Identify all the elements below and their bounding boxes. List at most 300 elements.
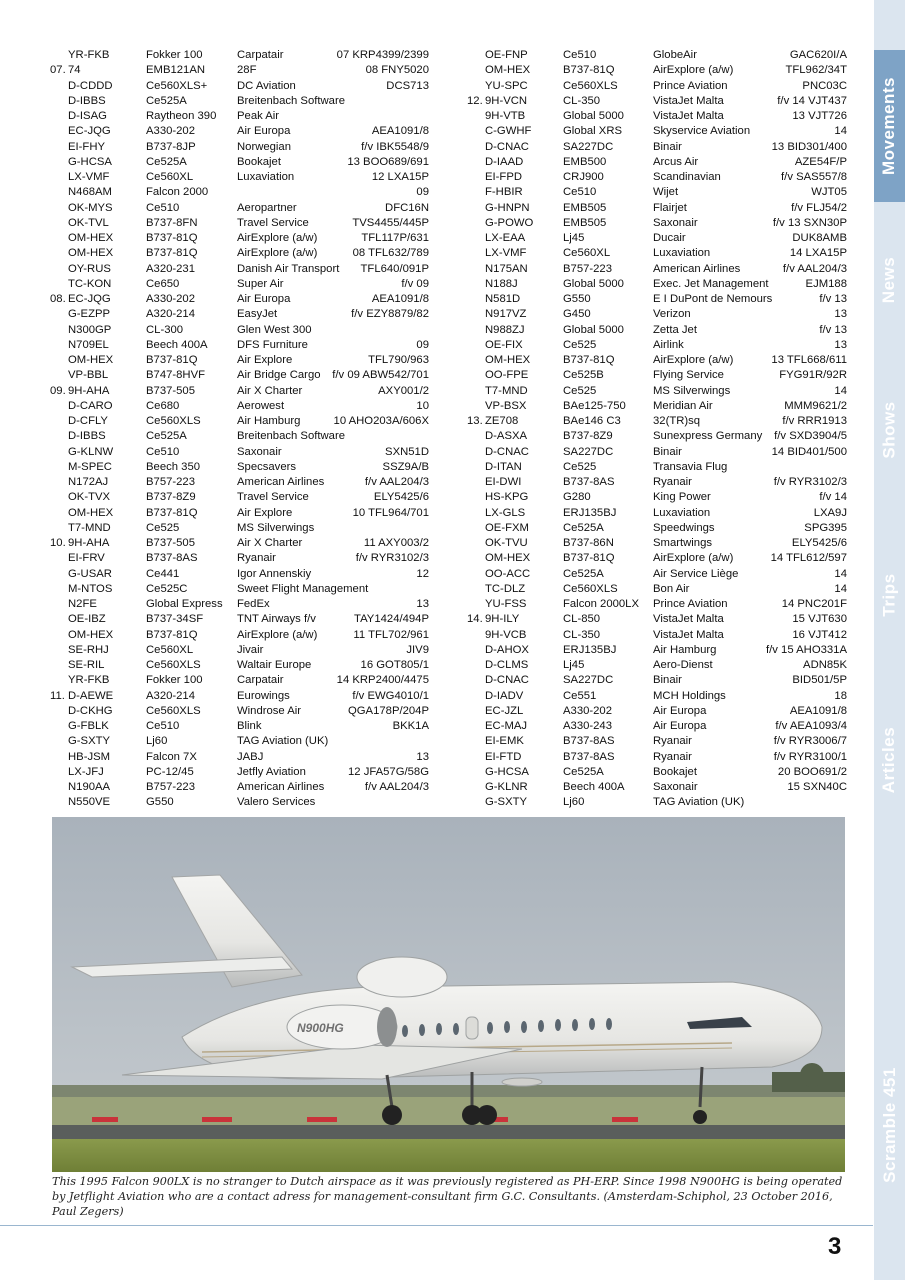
- movement-note: AXY001/2: [378, 384, 429, 397]
- movement-note: 12 LXA15P: [371, 171, 429, 183]
- movement-note: FYG91R/92R: [779, 369, 847, 382]
- movement-aircraft-type: Lj60: [146, 735, 168, 748]
- movement-operator: Saxonair: [237, 445, 282, 458]
- movement-day: 10.: [50, 537, 66, 549]
- movement-aircraft-type: Ce525A: [146, 430, 187, 443]
- movement-registration: EI-DWI: [485, 476, 522, 488]
- movement-registration: EC-JZL: [485, 704, 524, 717]
- movement-row: [50, 231, 445, 246]
- movement-registration: OM-HEX: [485, 552, 531, 565]
- movement-operator: Carpatair: [237, 674, 284, 687]
- movement-row: [50, 185, 445, 200]
- movement-aircraft-type: B737-34SF: [146, 613, 204, 626]
- movement-row: [50, 597, 445, 612]
- movement-row: [467, 94, 847, 109]
- movement-note: TVS4455/445P: [352, 216, 429, 229]
- movement-row: [50, 216, 445, 231]
- movement-registration: G-USAR: [68, 567, 112, 580]
- movement-operator: Air Europa: [237, 293, 291, 305]
- movement-operator: Waltair Europe: [237, 659, 312, 671]
- movement-registration: LX-JFJ: [68, 765, 104, 778]
- movement-operator: Ryanair: [653, 735, 692, 748]
- movement-aircraft-type: Ce560XLS: [146, 704, 201, 717]
- movement-registration: OM-HEX: [485, 64, 531, 77]
- movement-row: [50, 551, 445, 566]
- movement-note: BKK1A: [392, 720, 429, 732]
- movement-row: [50, 795, 445, 810]
- movement-aircraft-type: A320-214: [146, 689, 195, 702]
- movement-registration: N2FE: [68, 598, 97, 610]
- movement-aircraft-type: Ce510: [563, 186, 597, 199]
- movement-operator: Danish Air Transport: [237, 262, 340, 275]
- movement-aircraft-type: BAe146 C3: [563, 415, 621, 427]
- movement-row: [467, 292, 847, 307]
- movement-note: DFC16N: [385, 201, 429, 214]
- movement-operator: Sweet Flight Management: [237, 582, 369, 595]
- movement-note: f/v 09 ABW542/701: [332, 369, 429, 382]
- movement-aircraft-type: A320-231: [146, 262, 195, 275]
- movement-aircraft-type: A330-202: [563, 704, 612, 717]
- movement-operator: Luxaviation: [237, 171, 295, 183]
- movement-note: 16 GOT805/1: [360, 659, 429, 671]
- movement-registration: LX-EAA: [485, 232, 526, 244]
- movement-registration: F-HBIR: [485, 186, 523, 199]
- movement-aircraft-type: Lj45: [563, 659, 585, 671]
- movement-aircraft-type: Ce525A: [563, 567, 604, 580]
- movement-registration: G-FBLK: [68, 720, 109, 732]
- movement-registration: EI-EMK: [485, 735, 524, 748]
- movement-aircraft-type: Lj45: [563, 232, 585, 244]
- movement-operator: Aeropartner: [237, 201, 297, 214]
- movement-row: [467, 750, 847, 765]
- movement-aircraft-type: B737-8JP: [146, 140, 196, 153]
- movement-registration: D-ITAN: [485, 460, 522, 473]
- movement-note: 07 KRP4399/2399: [336, 49, 429, 61]
- movement-registration: D-CLMS: [485, 659, 529, 671]
- movement-aircraft-type: Ce560XL: [146, 171, 194, 183]
- movement-aircraft-type: B737-81Q: [563, 354, 615, 366]
- movement-registration: HS-KPG: [485, 491, 529, 504]
- movement-note: TAY1424/494P: [354, 613, 429, 626]
- movement-row: [50, 658, 445, 673]
- movement-registration: YU-FSS: [485, 598, 527, 610]
- movement-registration: D-CNAC: [485, 445, 529, 458]
- fuselage-registration: N900HG: [297, 1021, 344, 1035]
- tab-shows[interactable]: [874, 360, 905, 500]
- movement-registration: OM-HEX: [68, 247, 114, 260]
- movement-operator: Verizon: [653, 308, 691, 321]
- movement-aircraft-type: Ce510: [146, 445, 180, 458]
- movement-operator: Air Explore: [237, 506, 293, 519]
- movement-row: [467, 201, 847, 216]
- movement-operator: Bookajet: [237, 155, 281, 168]
- movement-aircraft-type: Ce650: [146, 277, 180, 290]
- movement-aircraft-type: G550: [146, 796, 174, 809]
- movement-aircraft-type: EMB500: [563, 155, 607, 168]
- movement-operator: Travel Service: [237, 216, 309, 229]
- movement-registration: N175AN: [485, 262, 528, 275]
- movement-note: 13 TFL668/611: [771, 354, 847, 366]
- movement-registration: 9H-VCB: [485, 628, 527, 641]
- movement-registration: T7-MND: [485, 384, 528, 397]
- movement-operator: VistaJet Malta: [653, 613, 724, 626]
- movement-operator: Saxonair: [653, 216, 698, 229]
- movement-note: f/v 15 AHO331A: [765, 643, 847, 656]
- movement-aircraft-type: B737-8AS: [563, 750, 615, 763]
- movement-operator: Luxaviation: [653, 506, 711, 519]
- movement-row: [50, 414, 445, 429]
- movement-row: [50, 445, 445, 460]
- movement-operator: VistaJet Malta: [653, 94, 724, 107]
- movement-operator: Carpatair: [237, 49, 284, 61]
- movement-row: [467, 506, 847, 521]
- movement-aircraft-type: B757-223: [146, 781, 195, 793]
- movement-operator: Igor Annenskiy: [237, 567, 312, 580]
- movement-operator: Zetta Jet: [653, 323, 697, 336]
- movement-aircraft-type: Global Express: [146, 598, 223, 610]
- movement-note: 08 FNY5020: [365, 64, 429, 77]
- movement-row: [467, 536, 847, 551]
- movement-operator: E I DuPont de Nemours: [653, 293, 773, 305]
- tab-movements[interactable]: [874, 50, 905, 202]
- movement-registration: VP-BSX: [485, 399, 527, 412]
- movement-operator: Peak Air: [237, 110, 280, 122]
- movement-aircraft-type: Ce560XLS: [146, 659, 201, 671]
- tab-articles[interactable]: [874, 680, 905, 840]
- movement-operator: Breitenbach Software: [237, 94, 346, 107]
- movement-registration: D-IAAD: [485, 155, 524, 168]
- movement-day: 14.: [467, 613, 483, 626]
- movement-day: 08.: [50, 293, 66, 305]
- movement-operator: Air X Charter: [237, 384, 303, 397]
- movement-registration: N988ZJ: [485, 323, 525, 336]
- movement-registration: N709EL: [68, 338, 109, 351]
- movement-operator: American Airlines: [653, 262, 741, 275]
- movement-row: [467, 521, 847, 536]
- movement-operator: Air X Charter: [237, 537, 303, 549]
- movement-aircraft-type: Ce525A: [563, 521, 604, 534]
- movement-aircraft-type: ERJ135BJ: [563, 506, 617, 519]
- movement-aircraft-type: B737-81Q: [146, 247, 198, 260]
- movement-operator: Aero-Dienst: [653, 659, 713, 671]
- movement-row: [50, 368, 445, 383]
- movement-row: [50, 765, 445, 780]
- movement-row: [467, 445, 847, 460]
- movement-operator: AirExplore (a/w): [237, 628, 318, 641]
- movement-aircraft-type: CL-850: [563, 613, 601, 626]
- movement-operator: Binair: [653, 445, 682, 458]
- movement-row: [467, 612, 847, 627]
- movement-aircraft-type: SA227DC: [563, 140, 614, 153]
- movement-aircraft-type: B737-8FN: [146, 216, 198, 229]
- movement-note: f/v 14 VJT437: [777, 94, 847, 107]
- movement-aircraft-type: Fokker 100: [146, 49, 203, 61]
- movement-aircraft-type: Beech 350: [146, 460, 201, 473]
- movement-operator: Jivair: [237, 643, 264, 656]
- movement-row: [50, 689, 445, 704]
- movement-registration: D-CARO: [68, 399, 113, 412]
- movement-note: TFL962/34T: [785, 64, 847, 77]
- movement-registration: TC-KON: [68, 277, 112, 290]
- movement-operator: Binair: [653, 674, 682, 687]
- movement-row: [50, 201, 445, 216]
- movement-row: [50, 643, 445, 658]
- movement-aircraft-type: B737-505: [146, 384, 195, 397]
- movement-registration: G-POWO: [485, 216, 534, 229]
- movement-note: AEA1091/8: [371, 125, 429, 138]
- tab-news[interactable]: [874, 220, 905, 340]
- movement-registration: 9H-ILY: [485, 613, 520, 626]
- movement-registration: N550VE: [68, 796, 111, 809]
- movement-row: [467, 765, 847, 780]
- movement-registration: OO-FPE: [485, 369, 529, 382]
- movement-note: 20 BOO691/2: [777, 765, 847, 778]
- movement-aircraft-type: B737-81Q: [146, 232, 198, 244]
- movement-note: f/v RYR3006/7: [773, 735, 847, 748]
- movement-row: [50, 140, 445, 155]
- movement-registration: D-CDDD: [68, 79, 113, 92]
- movement-operator: AirExplore (a/w): [653, 354, 734, 366]
- movement-row: [50, 704, 445, 719]
- movement-operator: Jetfly Aviation: [237, 765, 306, 778]
- movement-note: f/v 13 SXN30P: [772, 216, 847, 229]
- movement-registration: EC-JQG: [68, 125, 111, 138]
- movement-note: BID501/5P: [792, 674, 847, 687]
- movement-operator: TAG Aviation (UK): [653, 796, 745, 809]
- movement-operator: 32(TR)sq: [653, 415, 701, 427]
- movement-aircraft-type: Ce525B: [563, 369, 604, 382]
- movement-note: 14 BID401/500: [771, 445, 847, 458]
- movement-note: SPG395: [804, 521, 847, 534]
- movement-row: [50, 63, 445, 78]
- movement-row: [467, 429, 847, 444]
- movement-aircraft-type: Global 5000: [563, 110, 624, 122]
- tab-trips[interactable]: [874, 520, 905, 670]
- movement-aircraft-type: Ce551: [563, 689, 597, 702]
- movement-operator: TNT Airways f/v: [237, 613, 316, 626]
- aircraft-photo: [52, 817, 845, 1172]
- movement-day: 13.: [467, 415, 483, 427]
- movement-note: 10 TFL964/701: [352, 506, 429, 519]
- movement-row: [467, 795, 847, 810]
- movement-note: 14 KRP2400/4475: [336, 674, 429, 687]
- movement-operator: AirExplore (a/w): [237, 247, 318, 260]
- movement-registration: 9H-AHA: [68, 384, 110, 397]
- movement-aircraft-type: Ce560XL: [563, 247, 611, 260]
- movement-row: [50, 460, 445, 475]
- movement-note: 13 BOO689/691: [347, 155, 429, 168]
- movement-note: f/v AEA1093/4: [775, 720, 847, 732]
- movement-operator: Prince Aviation: [653, 598, 728, 610]
- movement-registration: N300GP: [68, 323, 112, 336]
- movement-aircraft-type: Global XRS: [563, 125, 623, 138]
- movement-registration: OK-TVL: [68, 216, 109, 229]
- movement-operator: AirExplore (a/w): [653, 552, 734, 565]
- movement-operator: Flairjet: [653, 201, 687, 214]
- movement-registration: OY-RUS: [68, 262, 111, 275]
- movement-aircraft-type: G450: [563, 308, 591, 321]
- movement-note: PNC03C: [802, 79, 847, 92]
- movement-row: [467, 414, 847, 429]
- movement-registration: D-CFLY: [68, 415, 108, 427]
- movement-operator: Travel Service: [237, 491, 309, 504]
- movement-aircraft-type: B737-8AS: [563, 735, 615, 748]
- movement-aircraft-type: A330-243: [563, 720, 612, 732]
- movement-operator: Speedwings: [653, 521, 715, 534]
- movement-operator: Luxaviation: [653, 247, 711, 260]
- movement-note: f/v RYR3102/3: [355, 552, 429, 565]
- movement-row: [467, 307, 847, 322]
- movement-row: [50, 353, 445, 368]
- movement-row: [50, 750, 445, 765]
- movement-row: [50, 79, 445, 94]
- movement-registration: G-HCSA: [485, 765, 529, 778]
- movement-registration: OK-MYS: [68, 201, 113, 214]
- section-sidebar: [874, 0, 905, 1280]
- movement-row: [50, 262, 445, 277]
- movement-aircraft-type: B737-8Z9: [146, 491, 196, 504]
- movement-registration: OM-HEX: [68, 628, 114, 641]
- movement-registration: OE-FIX: [485, 338, 523, 351]
- movement-row: [50, 673, 445, 688]
- movement-note: f/v FLJ54/2: [791, 201, 847, 214]
- movement-aircraft-type: Ce510: [146, 201, 180, 214]
- movement-note: f/v RYR3102/3: [773, 476, 847, 488]
- movement-operator: Ryanair: [237, 552, 276, 565]
- movement-registration: EI-FTD: [485, 750, 522, 763]
- movement-aircraft-type: Beech 400A: [563, 781, 625, 793]
- movement-operator: DFS Furniture: [237, 338, 308, 351]
- movement-operator: Meridian Air: [653, 399, 713, 412]
- movement-note: AEA1091/8: [789, 704, 847, 717]
- movement-registration: D-CKHG: [68, 704, 113, 717]
- movement-aircraft-type: Lj60: [563, 796, 585, 809]
- movement-note: 13: [416, 598, 429, 610]
- movement-note: 16 VJT412: [792, 628, 847, 641]
- movement-registration: EI-FPD: [485, 171, 523, 183]
- movement-registration: G-KLNR: [485, 781, 528, 793]
- movement-aircraft-type: A330-202: [146, 125, 195, 138]
- movement-operator: VistaJet Malta: [653, 110, 724, 122]
- movement-registration: D-ISAG: [68, 110, 107, 122]
- movement-operator: Prince Aviation: [653, 79, 728, 92]
- movement-note: f/v SXD3904/5: [774, 430, 847, 443]
- movement-row: [467, 155, 847, 170]
- movement-aircraft-type: Ce560XLS: [563, 79, 618, 92]
- movement-operator: JABJ: [237, 750, 264, 763]
- tab-label: Scramble 451: [879, 1067, 899, 1183]
- movement-note: SSZ9A/B: [382, 460, 429, 473]
- movement-note: 13: [416, 750, 429, 763]
- footer-rule: [0, 1225, 873, 1226]
- movement-note: JIV9: [406, 643, 429, 656]
- movement-note: 13 BID301/400: [771, 140, 847, 153]
- movement-operator: 28F: [237, 64, 257, 77]
- movement-operator: MS Silverwings: [653, 384, 731, 397]
- movement-registration: G-KLNW: [68, 445, 114, 458]
- movement-note: AZE54F/P: [794, 155, 847, 168]
- movement-row: [50, 506, 445, 521]
- movement-aircraft-type: Falcon 2000LX: [563, 598, 639, 610]
- movement-registration: VP-BBL: [68, 369, 109, 382]
- movement-aircraft-type: G280: [563, 491, 591, 504]
- movement-note: 10 AHO203A/606X: [333, 415, 429, 427]
- movement-operator: Eurowings: [237, 689, 290, 702]
- movement-row: [467, 658, 847, 673]
- movement-aircraft-type: Fokker 100: [146, 674, 203, 687]
- movement-aircraft-type: Ce560XL: [146, 643, 194, 656]
- movement-note: f/v AAL204/3: [364, 476, 429, 488]
- movement-registration: YU-SPC: [485, 79, 528, 92]
- movement-row: [50, 292, 445, 307]
- movement-note: ELY5425/6: [791, 537, 847, 549]
- movement-registration: EI-FHY: [68, 140, 106, 153]
- movement-aircraft-type: B757-223: [146, 476, 195, 488]
- movement-note: 09: [416, 186, 429, 199]
- movement-operator: Aerowest: [237, 399, 285, 412]
- movement-row: [50, 170, 445, 185]
- movement-operator: American Airlines: [237, 476, 325, 488]
- movement-note: 14 TFL612/597: [770, 552, 847, 565]
- movement-row: [467, 673, 847, 688]
- movement-aircraft-type: CL-350: [563, 94, 601, 107]
- movement-day: 11.: [50, 689, 65, 702]
- movement-note: 10: [416, 399, 429, 412]
- tab-scramble-451[interactable]: [874, 1040, 905, 1210]
- tab-label: Trips: [879, 573, 899, 617]
- movement-registration: D-IBBS: [68, 94, 106, 107]
- movement-note: 14 PNC201F: [781, 598, 847, 610]
- movement-registration: D-IBBS: [68, 430, 106, 443]
- movement-day: 07.: [50, 64, 66, 77]
- movement-aircraft-type: EMB505: [563, 201, 607, 214]
- movement-operator: Air Service Liège: [653, 567, 739, 580]
- movement-row: [50, 734, 445, 749]
- movement-row: [467, 185, 847, 200]
- movement-note: TFL640/091P: [360, 262, 429, 275]
- movement-aircraft-type: Ce525A: [146, 94, 187, 107]
- movement-note: f/v 09: [401, 277, 429, 290]
- movement-row: [467, 689, 847, 704]
- movement-aircraft-type: B737-81Q: [563, 552, 615, 565]
- movement-aircraft-type: Ce441: [146, 567, 180, 580]
- movement-registration: OE-FXM: [485, 521, 529, 534]
- movement-note: 14: [834, 125, 847, 138]
- movement-note: 12: [416, 567, 429, 580]
- movement-registration: N581D: [485, 293, 521, 305]
- movement-note: f/v SAS557/8: [781, 171, 847, 183]
- movement-registration: N172AJ: [68, 476, 109, 488]
- movement-note: 13: [834, 338, 847, 351]
- movement-aircraft-type: SA227DC: [563, 674, 614, 687]
- movement-operator: MS Silverwings: [237, 521, 315, 534]
- movement-row: [50, 48, 445, 63]
- movement-registration: N917VZ: [485, 308, 527, 321]
- movement-aircraft-type: Ce525: [563, 338, 597, 351]
- movement-aircraft-type: G550: [563, 293, 591, 305]
- movement-operator: Norwegian: [237, 140, 292, 153]
- movement-registration: N468AM: [68, 186, 112, 199]
- movement-row: [467, 277, 847, 292]
- movement-operator: AirExplore (a/w): [653, 64, 734, 77]
- movement-note: 13: [834, 308, 847, 321]
- movement-aircraft-type: CL-350: [563, 628, 601, 641]
- movement-operator: Air Europa: [237, 125, 291, 138]
- movement-registration: D-CNAC: [485, 674, 529, 687]
- movement-row: [50, 490, 445, 505]
- movement-row: [50, 475, 445, 490]
- movement-registration: G-SXTY: [485, 796, 528, 809]
